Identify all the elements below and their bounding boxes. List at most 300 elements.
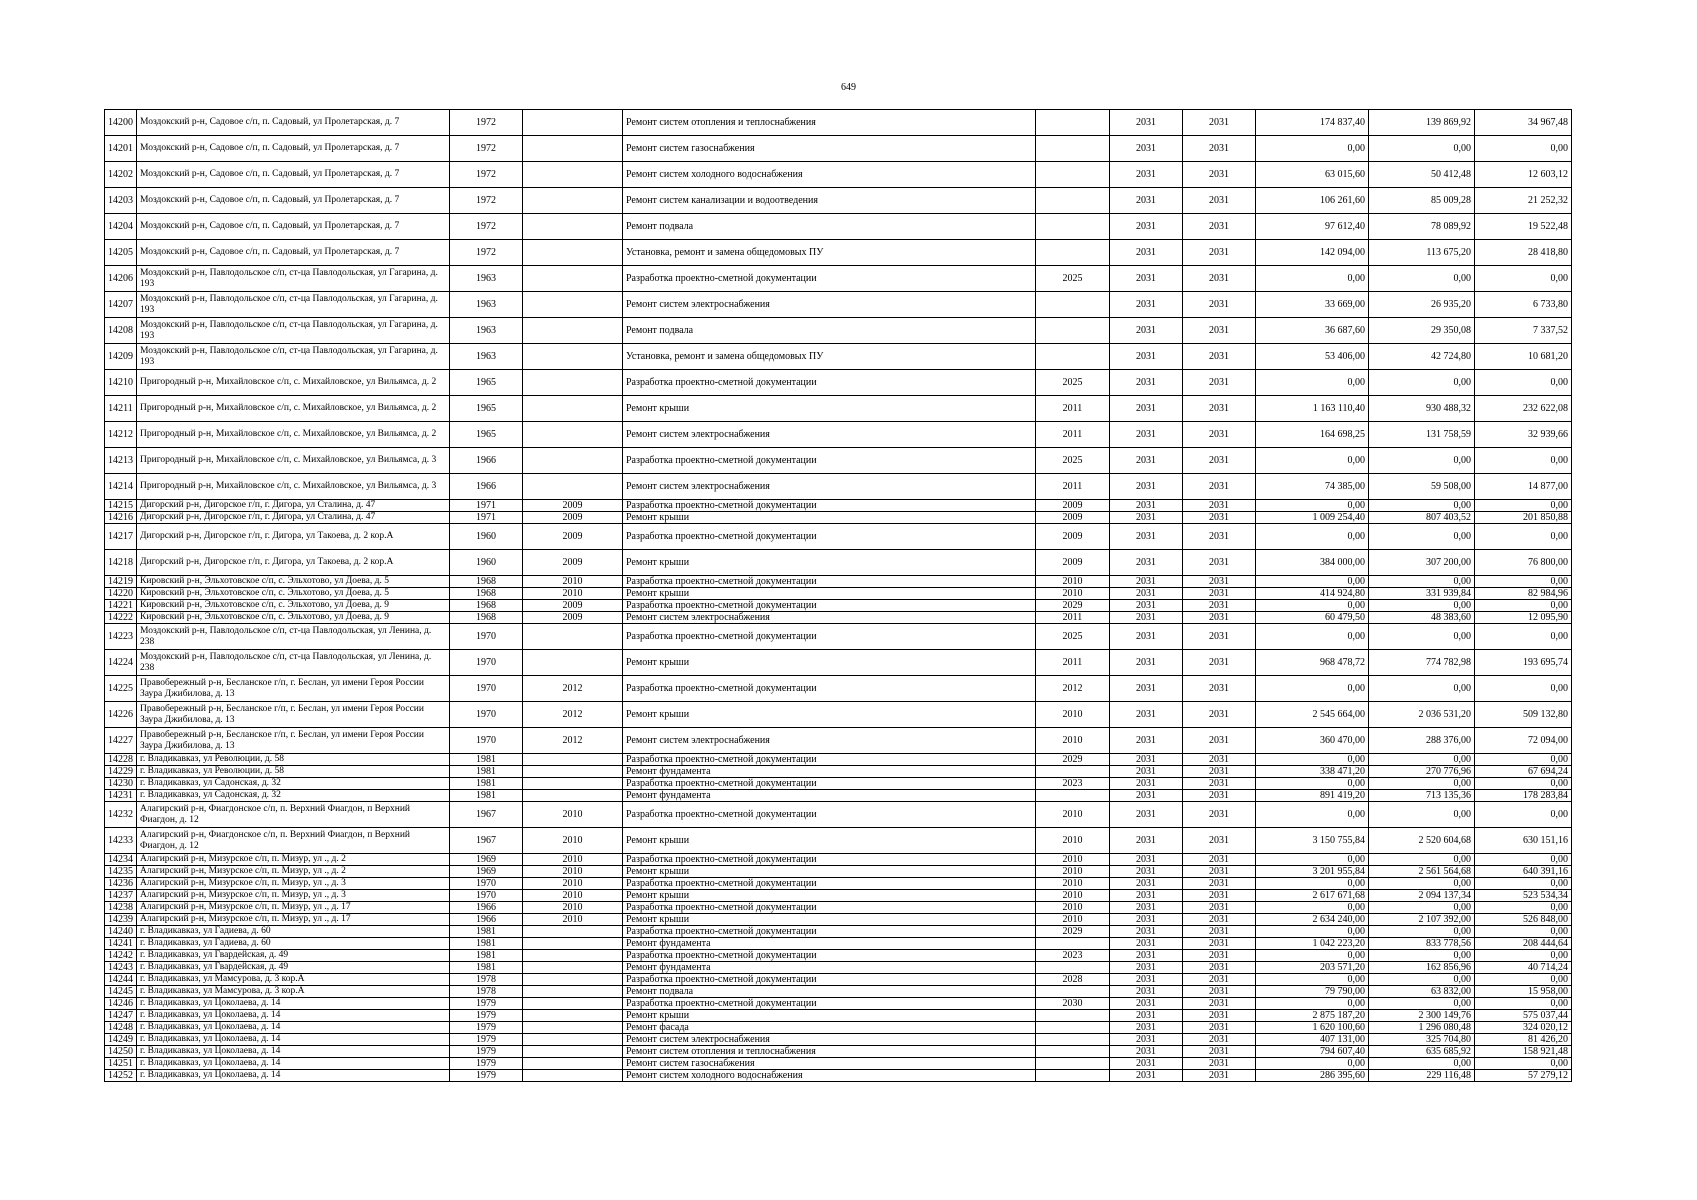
address-cell: Правобережный р-н, Бесланское г/п, г. Беслан, ул имени Героя России Заура Джибилова, д. 13 — [137, 676, 450, 702]
table-row — [105, 214, 1572, 240]
previous-year-cell: 2029 — [1036, 600, 1110, 612]
year-built-cell: 1965 — [450, 422, 523, 448]
year-built-cell: 1960 — [450, 550, 523, 576]
work-type-cell: Ремонт крыши — [623, 1010, 1036, 1022]
owners-cost-cell: 201 850,88 — [1475, 512, 1572, 524]
plan-year-end-cell: 2031 — [1183, 396, 1256, 422]
address-cell: Алагирский р-н, Мизурское с/п, п. Мизур, ул ., д. 3 — [137, 890, 450, 902]
address-cell: Кировский р-н, Эльхотовское с/п, с. Эльхотово, ул Доева, д. 5 — [137, 576, 450, 588]
work-type-cell: Разработка проектно-сметной документации — [623, 754, 1036, 766]
row-number: 14202 — [105, 162, 137, 188]
last-overhaul-cell — [523, 778, 623, 790]
address-cell: Моздокский р-н, Павлодольское с/п, ст-ца Павлодольская, ул Гагарина, д. 193 — [137, 344, 450, 370]
plan-year-start-cell: 2031 — [1110, 576, 1183, 588]
address-cell: Пригородный р-н, Михайловское с/п, с. Михайловское, ул Вильямса, д. 2 — [137, 370, 450, 396]
year-built-cell: 1972 — [450, 136, 523, 162]
owners-cost-cell: 12 603,12 — [1475, 162, 1572, 188]
row-number: 14219 — [105, 576, 137, 588]
total-cost-cell: 97 612,40 — [1256, 214, 1369, 240]
plan-year-end-cell: 2031 — [1183, 828, 1256, 854]
table-row — [105, 292, 1572, 318]
fund-cost-cell: 288 376,00 — [1369, 728, 1475, 754]
last-overhaul-cell: 2010 — [523, 866, 623, 878]
fund-cost-cell: 2 520 604,68 — [1369, 828, 1475, 854]
previous-year-cell: 2010 — [1036, 802, 1110, 828]
previous-year-cell: 2010 — [1036, 828, 1110, 854]
work-type-cell: Ремонт систем электроснабжения — [623, 612, 1036, 624]
fund-cost-cell: 0,00 — [1369, 950, 1475, 962]
total-cost-cell: 0,00 — [1256, 802, 1369, 828]
total-cost-cell: 0,00 — [1256, 902, 1369, 914]
last-overhaul-cell — [523, 474, 623, 500]
fund-cost-cell: 635 685,92 — [1369, 1046, 1475, 1058]
plan-year-end-cell: 2031 — [1183, 938, 1256, 950]
owners-cost-cell: 0,00 — [1475, 500, 1572, 512]
year-built-cell: 1970 — [450, 890, 523, 902]
total-cost-cell: 106 261,60 — [1256, 188, 1369, 214]
last-overhaul-cell — [523, 292, 623, 318]
total-cost-cell: 891 419,20 — [1256, 790, 1369, 802]
row-number: 14213 — [105, 448, 137, 474]
last-overhaul-cell — [523, 344, 623, 370]
plan-year-end-cell: 2031 — [1183, 1046, 1256, 1058]
plan-year-start-cell: 2031 — [1110, 728, 1183, 754]
total-cost-cell: 794 607,40 — [1256, 1046, 1369, 1058]
table-row — [105, 624, 1572, 650]
fund-cost-cell: 2 561 564,68 — [1369, 866, 1475, 878]
previous-year-cell: 2009 — [1036, 500, 1110, 512]
previous-year-cell: 2030 — [1036, 998, 1110, 1010]
year-built-cell: 1963 — [450, 318, 523, 344]
plan-year-start-cell: 2031 — [1110, 878, 1183, 890]
plan-year-end-cell: 2031 — [1183, 1010, 1256, 1022]
plan-year-start-cell: 2031 — [1110, 512, 1183, 524]
owners-cost-cell: 0,00 — [1475, 136, 1572, 162]
previous-year-cell: 2010 — [1036, 588, 1110, 600]
address-cell: Моздокский р-н, Садовое с/п, п. Садовый, ул Пролетарская, д. 7 — [137, 214, 450, 240]
previous-year-cell — [1036, 136, 1110, 162]
owners-cost-cell: 32 939,66 — [1475, 422, 1572, 448]
total-cost-cell: 60 479,50 — [1256, 612, 1369, 624]
last-overhaul-cell — [523, 650, 623, 676]
address-cell: Пригородный р-н, Михайловское с/п, с. Михайловское, ул Вильямса, д. 2 — [137, 422, 450, 448]
year-built-cell: 1960 — [450, 524, 523, 550]
plan-year-start-cell: 2031 — [1110, 866, 1183, 878]
row-number: 14218 — [105, 550, 137, 576]
row-number: 14244 — [105, 974, 137, 986]
last-overhaul-cell — [523, 790, 623, 802]
row-number: 14215 — [105, 500, 137, 512]
last-overhaul-cell — [523, 266, 623, 292]
plan-year-start-cell: 2031 — [1110, 422, 1183, 448]
total-cost-cell: 0,00 — [1256, 754, 1369, 766]
work-type-cell: Ремонт фундамента — [623, 938, 1036, 950]
row-number: 14249 — [105, 1034, 137, 1046]
table-row — [105, 188, 1572, 214]
total-cost-cell: 0,00 — [1256, 778, 1369, 790]
row-number: 14250 — [105, 1046, 137, 1058]
plan-year-start-cell: 2031 — [1110, 612, 1183, 624]
plan-year-end-cell: 2031 — [1183, 1058, 1256, 1070]
last-overhaul-cell: 2010 — [523, 576, 623, 588]
year-built-cell: 1981 — [450, 926, 523, 938]
plan-year-start-cell: 2031 — [1110, 162, 1183, 188]
work-type-cell: Ремонт систем холодного водоснабжения — [623, 1070, 1036, 1082]
fund-cost-cell: 0,00 — [1369, 802, 1475, 828]
last-overhaul-cell — [523, 766, 623, 778]
address-cell: г. Владикавказ, ул Мамсурова, д. 3 кор.А — [137, 974, 450, 986]
total-cost-cell: 338 471,20 — [1256, 766, 1369, 778]
plan-year-start-cell: 2031 — [1110, 938, 1183, 950]
total-cost-cell: 2 617 671,68 — [1256, 890, 1369, 902]
plan-year-start-cell: 2031 — [1110, 650, 1183, 676]
previous-year-cell — [1036, 986, 1110, 998]
owners-cost-cell: 0,00 — [1475, 926, 1572, 938]
row-number: 14237 — [105, 890, 137, 902]
total-cost-cell: 0,00 — [1256, 1058, 1369, 1070]
previous-year-cell: 2011 — [1036, 612, 1110, 624]
row-number: 14236 — [105, 878, 137, 890]
year-built-cell: 1981 — [450, 766, 523, 778]
work-type-cell: Разработка проектно-сметной документации — [623, 950, 1036, 962]
plan-year-end-cell: 2031 — [1183, 1022, 1256, 1034]
year-built-cell: 1965 — [450, 370, 523, 396]
plan-year-start-cell: 2031 — [1110, 986, 1183, 998]
address-cell: Дигорский р-н, Дигорское г/п, г. Дигора, ул Такоева, д. 2 кор.А — [137, 524, 450, 550]
table-row — [105, 890, 1572, 902]
plan-year-start-cell: 2031 — [1110, 448, 1183, 474]
owners-cost-cell: 82 984,96 — [1475, 588, 1572, 600]
total-cost-cell: 968 478,72 — [1256, 650, 1369, 676]
address-cell: г. Владикавказ, ул Революции, д. 58 — [137, 766, 450, 778]
table-row — [105, 986, 1572, 998]
total-cost-cell: 1 163 110,40 — [1256, 396, 1369, 422]
last-overhaul-cell — [523, 188, 623, 214]
total-cost-cell: 0,00 — [1256, 500, 1369, 512]
row-number: 14214 — [105, 474, 137, 500]
owners-cost-cell: 232 622,08 — [1475, 396, 1572, 422]
address-cell: г. Владикавказ, ул Цоколаева, д. 14 — [137, 1058, 450, 1070]
last-overhaul-cell — [523, 962, 623, 974]
fund-cost-cell: 0,00 — [1369, 266, 1475, 292]
table-row — [105, 878, 1572, 890]
work-type-cell: Ремонт фундамента — [623, 790, 1036, 802]
plan-year-start-cell: 2031 — [1110, 240, 1183, 266]
total-cost-cell: 79 790,00 — [1256, 986, 1369, 998]
plan-year-end-cell: 2031 — [1183, 878, 1256, 890]
last-overhaul-cell — [523, 136, 623, 162]
work-type-cell: Ремонт систем электроснабжения — [623, 728, 1036, 754]
previous-year-cell: 2011 — [1036, 396, 1110, 422]
total-cost-cell: 33 669,00 — [1256, 292, 1369, 318]
address-cell: г. Владикавказ, ул Цоколаева, д. 14 — [137, 1070, 450, 1082]
last-overhaul-cell — [523, 162, 623, 188]
plan-year-start-cell: 2031 — [1110, 766, 1183, 778]
work-type-cell: Разработка проектно-сметной документации — [623, 500, 1036, 512]
work-type-cell: Разработка проектно-сметной документации — [623, 600, 1036, 612]
table-row — [105, 754, 1572, 766]
fund-cost-cell: 0,00 — [1369, 998, 1475, 1010]
owners-cost-cell: 57 279,12 — [1475, 1070, 1572, 1082]
plan-year-start-cell: 2031 — [1110, 902, 1183, 914]
plan-year-end-cell: 2031 — [1183, 110, 1256, 136]
fund-cost-cell: 930 488,32 — [1369, 396, 1475, 422]
plan-year-start-cell: 2031 — [1110, 1034, 1183, 1046]
row-number: 14238 — [105, 902, 137, 914]
table-row — [105, 998, 1572, 1010]
last-overhaul-cell — [523, 396, 623, 422]
table-row — [105, 600, 1572, 612]
work-type-cell: Ремонт крыши — [623, 866, 1036, 878]
page-number: 649 — [841, 82, 856, 93]
year-built-cell: 1978 — [450, 974, 523, 986]
last-overhaul-cell: 2009 — [523, 500, 623, 512]
total-cost-cell: 286 395,60 — [1256, 1070, 1369, 1082]
last-overhaul-cell: 2010 — [523, 854, 623, 866]
total-cost-cell: 53 406,00 — [1256, 344, 1369, 370]
year-built-cell: 1970 — [450, 702, 523, 728]
last-overhaul-cell — [523, 1022, 623, 1034]
previous-year-cell — [1036, 790, 1110, 802]
last-overhaul-cell — [523, 1034, 623, 1046]
row-number: 14210 — [105, 370, 137, 396]
year-built-cell: 1972 — [450, 214, 523, 240]
address-cell: Алагирский р-н, Фиагдонское с/п, п. Верхний Фиагдон, п Верхний Фиагдон, д. 12 — [137, 802, 450, 828]
previous-year-cell — [1036, 292, 1110, 318]
work-type-cell: Ремонт крыши — [623, 588, 1036, 600]
fund-cost-cell: 0,00 — [1369, 902, 1475, 914]
last-overhaul-cell — [523, 318, 623, 344]
table-row — [105, 866, 1572, 878]
row-number: 14207 — [105, 292, 137, 318]
plan-year-end-cell: 2031 — [1183, 292, 1256, 318]
last-overhaul-cell — [523, 1070, 623, 1082]
owners-cost-cell: 0,00 — [1475, 778, 1572, 790]
plan-year-end-cell: 2031 — [1183, 778, 1256, 790]
plan-year-start-cell: 2031 — [1110, 524, 1183, 550]
address-cell: Пригородный р-н, Михайловское с/п, с. Михайловское, ул Вильямса, д. 3 — [137, 474, 450, 500]
table-row — [105, 650, 1572, 676]
work-type-cell: Разработка проектно-сметной документации — [623, 878, 1036, 890]
address-cell: Алагирский р-н, Мизурское с/п, п. Мизур, ул ., д. 2 — [137, 866, 450, 878]
row-number: 14228 — [105, 754, 137, 766]
row-number: 14247 — [105, 1010, 137, 1022]
previous-year-cell: 2023 — [1036, 778, 1110, 790]
total-cost-cell: 3 150 755,84 — [1256, 828, 1369, 854]
previous-year-cell: 2009 — [1036, 512, 1110, 524]
plan-year-end-cell: 2031 — [1183, 188, 1256, 214]
year-built-cell: 1970 — [450, 676, 523, 702]
previous-year-cell — [1036, 1070, 1110, 1082]
address-cell: г. Владикавказ, ул Цоколаева, д. 14 — [137, 1010, 450, 1022]
row-number: 14205 — [105, 240, 137, 266]
previous-year-cell — [1036, 318, 1110, 344]
year-built-cell: 1972 — [450, 188, 523, 214]
fund-cost-cell: 29 350,08 — [1369, 318, 1475, 344]
year-built-cell: 1967 — [450, 802, 523, 828]
fund-cost-cell: 0,00 — [1369, 878, 1475, 890]
previous-year-cell — [1036, 1010, 1110, 1022]
plan-year-end-cell: 2031 — [1183, 588, 1256, 600]
table-row — [105, 1022, 1572, 1034]
year-built-cell: 1970 — [450, 650, 523, 676]
year-built-cell: 1981 — [450, 754, 523, 766]
work-type-cell: Ремонт крыши — [623, 396, 1036, 422]
work-type-cell: Разработка проектно-сметной документации — [623, 370, 1036, 396]
plan-year-start-cell: 2031 — [1110, 676, 1183, 702]
year-built-cell: 1966 — [450, 448, 523, 474]
row-number: 14211 — [105, 396, 137, 422]
plan-year-end-cell: 2031 — [1183, 1070, 1256, 1082]
address-cell: г. Владикавказ, ул Гадиева, д. 60 — [137, 938, 450, 950]
address-cell: Алагирский р-н, Мизурское с/п, п. Мизур, ул ., д. 17 — [137, 914, 450, 926]
address-cell: Моздокский р-н, Павлодольское с/п, ст-ца Павлодольская, ул Ленина, д. 238 — [137, 650, 450, 676]
plan-year-start-cell: 2031 — [1110, 588, 1183, 600]
last-overhaul-cell: 2012 — [523, 676, 623, 702]
table-row — [105, 926, 1572, 938]
previous-year-cell: 2010 — [1036, 702, 1110, 728]
owners-cost-cell: 509 132,80 — [1475, 702, 1572, 728]
work-type-cell: Разработка проектно-сметной документации — [623, 902, 1036, 914]
total-cost-cell: 203 571,20 — [1256, 962, 1369, 974]
previous-year-cell — [1036, 1034, 1110, 1046]
last-overhaul-cell — [523, 926, 623, 938]
table-row — [105, 702, 1572, 728]
plan-year-end-cell: 2031 — [1183, 162, 1256, 188]
year-built-cell: 1968 — [450, 600, 523, 612]
address-cell: Моздокский р-н, Садовое с/п, п. Садовый, ул Пролетарская, д. 7 — [137, 110, 450, 136]
address-cell: Моздокский р-н, Павлодольское с/п, ст-ца Павлодольская, ул Ленина, д. 238 — [137, 624, 450, 650]
year-built-cell: 1971 — [450, 512, 523, 524]
last-overhaul-cell — [523, 1058, 623, 1070]
address-cell: г. Владикавказ, ул Мамсурова, д. 3 кор.А — [137, 986, 450, 998]
last-overhaul-cell — [523, 448, 623, 474]
work-type-cell: Ремонт фундамента — [623, 962, 1036, 974]
previous-year-cell — [1036, 110, 1110, 136]
table-row — [105, 1046, 1572, 1058]
previous-year-cell: 2011 — [1036, 650, 1110, 676]
fund-cost-cell: 113 675,20 — [1369, 240, 1475, 266]
row-number: 14208 — [105, 318, 137, 344]
row-number: 14227 — [105, 728, 137, 754]
year-built-cell: 1971 — [450, 500, 523, 512]
plan-year-start-cell: 2031 — [1110, 370, 1183, 396]
fund-cost-cell: 0,00 — [1369, 576, 1475, 588]
work-type-cell: Ремонт фундамента — [623, 766, 1036, 778]
year-built-cell: 1972 — [450, 240, 523, 266]
work-type-cell: Разработка проектно-сметной документации — [623, 854, 1036, 866]
address-cell: Алагирский р-н, Фиагдонское с/п, п. Верхний Фиагдон, п Верхний Фиагдон, д. 12 — [137, 828, 450, 854]
work-type-cell: Разработка проектно-сметной документации — [623, 266, 1036, 292]
table-row — [105, 962, 1572, 974]
row-number: 14204 — [105, 214, 137, 240]
fund-cost-cell: 1 296 080,48 — [1369, 1022, 1475, 1034]
year-built-cell: 1979 — [450, 1046, 523, 1058]
work-type-cell: Разработка проектно-сметной документации — [623, 926, 1036, 938]
row-number: 14245 — [105, 986, 137, 998]
plan-year-start-cell: 2031 — [1110, 890, 1183, 902]
plan-year-end-cell: 2031 — [1183, 890, 1256, 902]
work-type-cell: Ремонт крыши — [623, 828, 1036, 854]
last-overhaul-cell: 2009 — [523, 612, 623, 624]
last-overhaul-cell: 2010 — [523, 890, 623, 902]
fund-cost-cell: 0,00 — [1369, 1058, 1475, 1070]
year-built-cell: 1965 — [450, 396, 523, 422]
row-number: 14241 — [105, 938, 137, 950]
work-type-cell: Разработка проектно-сметной документации — [623, 974, 1036, 986]
plan-year-end-cell: 2031 — [1183, 370, 1256, 396]
plan-year-end-cell: 2031 — [1183, 214, 1256, 240]
table-row — [105, 914, 1572, 926]
last-overhaul-cell — [523, 370, 623, 396]
table-row — [105, 500, 1572, 512]
owners-cost-cell: 40 714,24 — [1475, 962, 1572, 974]
plan-year-end-cell: 2031 — [1183, 612, 1256, 624]
plan-year-start-cell: 2031 — [1110, 624, 1183, 650]
plan-year-start-cell: 2031 — [1110, 998, 1183, 1010]
plan-year-start-cell: 2031 — [1110, 474, 1183, 500]
year-built-cell: 1970 — [450, 624, 523, 650]
total-cost-cell: 142 094,00 — [1256, 240, 1369, 266]
last-overhaul-cell: 2010 — [523, 588, 623, 600]
owners-cost-cell: 34 967,48 — [1475, 110, 1572, 136]
plan-year-start-cell: 2031 — [1110, 188, 1183, 214]
previous-year-cell: 2025 — [1036, 266, 1110, 292]
last-overhaul-cell: 2009 — [523, 550, 623, 576]
owners-cost-cell: 28 418,80 — [1475, 240, 1572, 266]
table-row — [105, 474, 1572, 500]
previous-year-cell — [1036, 1058, 1110, 1070]
owners-cost-cell: 0,00 — [1475, 576, 1572, 588]
year-built-cell: 1981 — [450, 950, 523, 962]
row-number: 14239 — [105, 914, 137, 926]
plan-year-start-cell: 2031 — [1110, 802, 1183, 828]
plan-year-start-cell: 2031 — [1110, 550, 1183, 576]
previous-year-cell: 2023 — [1036, 950, 1110, 962]
total-cost-cell: 0,00 — [1256, 524, 1369, 550]
row-number: 14235 — [105, 866, 137, 878]
work-type-cell: Ремонт систем газоснабжения — [623, 1058, 1036, 1070]
work-type-cell: Ремонт систем электроснабжения — [623, 422, 1036, 448]
row-number: 14203 — [105, 188, 137, 214]
table-row — [105, 676, 1572, 702]
fund-cost-cell: 85 009,28 — [1369, 188, 1475, 214]
year-built-cell: 1968 — [450, 612, 523, 624]
year-built-cell: 1969 — [450, 866, 523, 878]
owners-cost-cell: 0,00 — [1475, 624, 1572, 650]
table-row — [105, 778, 1572, 790]
row-number: 14252 — [105, 1070, 137, 1082]
fund-cost-cell: 0,00 — [1369, 136, 1475, 162]
previous-year-cell: 2010 — [1036, 878, 1110, 890]
last-overhaul-cell: 2010 — [523, 914, 623, 926]
plan-year-start-cell: 2031 — [1110, 828, 1183, 854]
last-overhaul-cell: 2012 — [523, 702, 623, 728]
total-cost-cell: 2 875 187,20 — [1256, 1010, 1369, 1022]
fund-cost-cell: 42 724,80 — [1369, 344, 1475, 370]
total-cost-cell: 2 545 664,00 — [1256, 702, 1369, 728]
work-type-cell: Ремонт систем электроснабжения — [623, 474, 1036, 500]
plan-year-start-cell: 2031 — [1110, 136, 1183, 162]
total-cost-cell: 0,00 — [1256, 676, 1369, 702]
year-built-cell: 1967 — [450, 828, 523, 854]
owners-cost-cell: 19 522,48 — [1475, 214, 1572, 240]
previous-year-cell: 2010 — [1036, 890, 1110, 902]
year-built-cell: 1963 — [450, 344, 523, 370]
total-cost-cell: 0,00 — [1256, 370, 1369, 396]
plan-year-start-cell: 2031 — [1110, 600, 1183, 612]
work-type-cell: Разработка проектно-сметной документации — [623, 998, 1036, 1010]
